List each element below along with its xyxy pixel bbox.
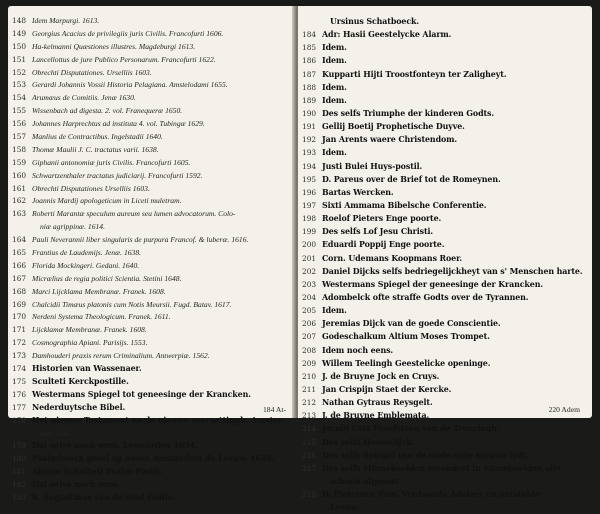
entry-number: 167 xyxy=(12,273,27,283)
catalog-entry xyxy=(302,133,588,146)
entry-title: Sixti Ammama Bibelsche Conferentie. xyxy=(322,200,487,210)
entry-number: 187 xyxy=(302,69,317,79)
entry-title: Idem. xyxy=(322,43,347,53)
entry-number: 210 xyxy=(302,371,317,381)
entry-title: Obrechti Disputationes Urselliis 1603. xyxy=(32,183,150,193)
entry-title: J. de Bruyne Emblemata. xyxy=(322,411,430,421)
catalog-entry xyxy=(12,28,292,41)
entry-number: 165 xyxy=(12,248,27,258)
entry-title: Florida Mockingeri. Gedani. 1640. xyxy=(32,260,140,270)
entry-number: 171 xyxy=(12,325,27,335)
catalog-entry xyxy=(12,363,292,376)
catalog-entry xyxy=(12,492,292,505)
entry-title: Idem. xyxy=(322,82,347,92)
entry-number: 185 xyxy=(302,43,317,53)
entry-number: 176 xyxy=(12,389,27,399)
catalog-entry xyxy=(302,160,588,173)
entry-title: Ha-kelmanni Quæstiones illustres. Magdeburgi 1613. xyxy=(32,41,196,51)
entry-title: niæ agrippinæ. 1614. xyxy=(40,222,105,232)
catalog-entry xyxy=(302,68,588,81)
entry-number: 195 xyxy=(302,174,317,184)
entry-title: Manlius de Contractibus. Ingelstadii 1640. xyxy=(32,132,163,142)
entry-number: 201 xyxy=(302,253,317,263)
catalog-entry xyxy=(302,120,588,133)
catalog-entry xyxy=(12,221,292,234)
entry-title: Godeschalkum Altium Moses Trompet. xyxy=(322,332,490,342)
entry-title: Westermans Spiegel tot geneesinge der Krancken. xyxy=(32,389,251,399)
entry-title: Idem. xyxy=(322,56,347,66)
catalog-entry xyxy=(302,475,588,488)
catalog-entry xyxy=(12,337,292,350)
catalog-entry xyxy=(12,402,292,415)
catalog-entry xyxy=(302,304,588,317)
entry-title: Cosmographia Apiani. Parisijs. 1553. xyxy=(32,338,148,348)
entry-title: Marci Lijcklama Membranæ. Franek. 1608. xyxy=(32,286,166,296)
entry-number: 174 xyxy=(12,364,27,374)
right-page xyxy=(298,6,592,513)
catalog-entry xyxy=(302,357,588,370)
catalog-entry xyxy=(302,146,588,159)
entry-title: Roberti Marantæ speculum aureum seu lumen advocatorum. Colo- xyxy=(32,209,236,219)
entry-title: dam 1645. xyxy=(40,428,73,438)
entry-title: Corn. Udemans Koopmans Roer. xyxy=(322,253,463,263)
entry-title: Des selfs Minnebeelden verandert in Sinnebeelden alle xyxy=(322,463,561,473)
entry-title: Idem. xyxy=(322,306,347,316)
entry-number: 202 xyxy=(302,266,317,276)
entry-title: Jan Arents waere Christendom. xyxy=(322,135,458,145)
catalog-entry xyxy=(302,54,588,67)
entry-title: Lijcklamæ Membranæ. Franek. 1608. xyxy=(32,325,147,335)
entry-number: 178 xyxy=(12,415,27,425)
entry-title: Jan Crispijn Staet der Kercke. xyxy=(322,384,452,394)
catalog-entry xyxy=(12,183,292,196)
entry-title: Idem noch eens. xyxy=(322,345,394,355)
entry-title: Bartas Wercken. xyxy=(322,187,394,197)
catalog-entry xyxy=(12,247,292,260)
entry-number: 158 xyxy=(12,144,27,154)
entry-number: 205 xyxy=(302,306,317,316)
catalog-entry xyxy=(12,234,292,247)
entry-title: Schwartzenthaler tractatus judiciarij. Francofurti 1592. xyxy=(32,170,203,180)
catalog-entry xyxy=(302,212,588,225)
entry-number: 186 xyxy=(302,56,317,66)
entry-number: 182 xyxy=(12,480,27,490)
catalog-entry xyxy=(302,265,588,278)
entry-title: Justi Bulei Huys-postil. xyxy=(322,161,423,171)
left-page xyxy=(8,6,296,502)
entry-number: 188 xyxy=(302,82,317,92)
catalog-entry xyxy=(12,350,292,363)
entry-number: 159 xyxy=(12,157,27,167)
entry-title: Georgius Acacius de privilegiis juris Civilis. Francofurti 1606. xyxy=(32,28,224,38)
catalog-entry xyxy=(12,105,292,118)
entry-number: 148 xyxy=(12,16,27,25)
entry-number: 213 xyxy=(302,411,317,421)
catalog-entry xyxy=(12,131,292,144)
entry-number: 161 xyxy=(12,183,27,193)
catalog-entry xyxy=(302,41,588,54)
entry-title: Leeuw. xyxy=(330,503,360,513)
catalog-entry xyxy=(302,278,588,291)
catalog-entry xyxy=(302,409,588,422)
entry-number: 216 xyxy=(302,450,317,460)
entry-number: 183 xyxy=(12,492,27,502)
catalog-entry xyxy=(12,41,292,54)
entry-number: 217 xyxy=(302,463,317,473)
entry-number: 160 xyxy=(12,170,27,180)
entry-number: 150 xyxy=(12,41,27,51)
entry-number: 193 xyxy=(302,148,317,158)
catalog-entry xyxy=(12,170,292,183)
entry-number: 215 xyxy=(302,437,317,447)
right-catchword: 220 Adem xyxy=(548,405,580,414)
entry-number: 180 xyxy=(12,454,27,464)
entry-title: Gerardi Johannis Vossii Historia Pelagiana. Amstelodami 1655. xyxy=(32,80,228,90)
entry-title: Adr: Hasii Geestelycke Alarm. xyxy=(322,30,452,40)
entry-number: 181 xyxy=(12,467,27,477)
entry-title: Jeremias Dijck van de goede Conscientie. xyxy=(322,319,501,329)
entry-number: 169 xyxy=(12,299,27,309)
entry-title: Joannis Mardij apologeticum in Liceti muletram. xyxy=(32,196,182,206)
catalog-entry xyxy=(12,415,292,428)
entry-title: Dat selve noch eens. Leuwarden 1634. xyxy=(32,441,198,451)
catalog-entry xyxy=(12,208,292,221)
entry-number: 200 xyxy=(302,240,317,250)
entry-number: 162 xyxy=(12,196,27,206)
catalog-entry xyxy=(302,252,588,265)
entry-title: Het nieuwe Testament na de nieuwe oversettingh. Amster- xyxy=(32,415,286,425)
entry-number: 154 xyxy=(12,93,27,103)
entry-title: Des selfs Triumphe der kinderen Godts. xyxy=(322,108,495,118)
catalog-entry xyxy=(12,79,292,92)
catalog-entry xyxy=(12,195,292,208)
catalog-entry xyxy=(12,453,292,466)
entry-title: Willem Teelingh Geestelicke openinge. xyxy=(322,358,491,368)
entry-number: 211 xyxy=(302,384,317,394)
entry-title: Daniel Dijcks selfs bedriegelijckheyt van s' Menschen harte. xyxy=(322,266,583,276)
entry-title: Damhouderi praxis rerum Criminalium. Antwerpiæ. 1562. xyxy=(32,351,210,361)
entry-number: 173 xyxy=(12,351,27,361)
catalog-entry xyxy=(302,28,588,41)
entry-number: 196 xyxy=(302,187,317,197)
entry-title: Jacobi Cats Proefsteen van de Trouringh. xyxy=(322,424,500,434)
entry-title: Nerdeni Systema Theologicum. Franek. 1611. xyxy=(32,312,171,322)
catalog-entry xyxy=(302,238,588,251)
catalog-entry xyxy=(302,383,588,396)
catalog-entry xyxy=(12,428,292,441)
entry-title: Dat selve noch eens. xyxy=(32,480,121,490)
entry-title: Arumæus de Comitiis. Jenæ 1630. xyxy=(32,93,136,103)
entry-title: Des selfs Houwelijck. xyxy=(322,437,415,447)
entry-title: S. Augustinus van de Stad Godts. xyxy=(32,492,176,502)
catalog-entry xyxy=(12,67,292,80)
entry-number: 212 xyxy=(302,398,317,408)
entry-title: Psalmboeck gesel op noten Amsterdam de Leeuw. 1649. xyxy=(32,454,275,464)
entry-title: Idem. xyxy=(322,95,347,105)
entry-number: 163 xyxy=(12,209,27,219)
entry-title: Chalcidii Timæus platonis cum Notis Meursii. Fugd. Batav. 1617. xyxy=(32,299,232,309)
entry-title: D. Pietersen Pars. Verdwarde Adelaer en ontstelde xyxy=(322,490,540,500)
catalog-entry xyxy=(12,299,292,312)
entry-title: Des selfs Lof Jesu Christi. xyxy=(322,227,434,237)
catalog-entry xyxy=(12,157,292,170)
catalog-entry xyxy=(302,330,588,343)
entry-title: Frantius de Laudemijs. Jenæ. 1638. xyxy=(32,248,142,258)
entry-title: Historien van Wassenaer. xyxy=(32,364,142,374)
catalog-entry xyxy=(12,389,292,402)
catalog-entry xyxy=(302,344,588,357)
catalog-entry xyxy=(12,92,292,105)
entry-title: Sculteti Kerckpostille. xyxy=(32,376,129,386)
catalog-entry xyxy=(302,488,588,501)
entry-number: 189 xyxy=(302,95,317,105)
entry-title: Lancellottus de jure Publico Personarum. Francofurti 1622. xyxy=(32,54,216,64)
catalog-entry xyxy=(12,466,292,479)
left-catchword: 184 At- xyxy=(263,405,286,414)
catalog-entry xyxy=(302,107,588,120)
catalog-entry xyxy=(12,479,292,492)
entry-number: 155 xyxy=(12,106,27,116)
entry-title: Kupparti Hijti Troostfonteyn ter Zaligheyt. xyxy=(322,69,507,79)
entry-title: Obrechti Disputationes. Urselliis 1603. xyxy=(32,67,152,77)
catalog-entry xyxy=(302,436,588,449)
entry-number: 204 xyxy=(302,292,317,302)
entry-title: Giphanii antonomiæ juris Civilis. Francofurti 1605. xyxy=(32,157,191,167)
entry-title: Thomæ Maulii J. C. tractatus varii. 1638. xyxy=(32,144,159,154)
entry-title: Westermans Spiegel der geneesinge der Krancken. xyxy=(322,279,544,289)
catalog-entry xyxy=(302,396,588,409)
entry-number: 199 xyxy=(302,227,317,237)
entry-title: Pauli Neverannii liber singularis de purpura Francof. & luberæ. 1616. xyxy=(32,235,249,245)
catalog-entry xyxy=(12,273,292,286)
entry-number: 218 xyxy=(302,490,317,500)
entry-number: 170 xyxy=(12,312,27,322)
catalog-entry xyxy=(302,291,588,304)
catalog-entry xyxy=(302,94,588,107)
entry-number: 209 xyxy=(302,358,317,368)
entry-number: 164 xyxy=(12,235,27,245)
entry-number: 153 xyxy=(12,80,27,90)
entry-title: Wissenbach ad digesta. 2. vol. Franequeræ 1650. xyxy=(32,106,183,116)
entry-number: 214 xyxy=(302,424,317,434)
entry-number: 197 xyxy=(302,200,317,210)
entry-number: 152 xyxy=(12,67,27,77)
entry-title: Ursinus Schatboeck. xyxy=(330,17,420,26)
entry-number: 203 xyxy=(302,279,317,289)
entry-number: 198 xyxy=(302,214,317,224)
entry-title: Gellij Boetij Prophetische Duyve. xyxy=(322,122,465,132)
entry-number: 190 xyxy=(302,108,317,118)
entry-title: Adombelck ofte straffe Godts over de Tyrannen. xyxy=(322,292,529,302)
entry-number: 184 xyxy=(302,30,317,40)
catalog-entry xyxy=(302,199,588,212)
catalog-entry xyxy=(302,15,588,28)
catalog-entry xyxy=(12,144,292,157)
entry-title: Abram Schulteti Psalm-Postil. xyxy=(32,467,163,477)
catalog-entry xyxy=(12,260,292,273)
entry-number: 206 xyxy=(302,319,317,329)
right-entry-list xyxy=(302,15,588,514)
catalog-entry xyxy=(302,186,588,199)
entry-number: 166 xyxy=(12,260,27,270)
catalog-entry xyxy=(12,311,292,324)
catalog-entry xyxy=(12,118,292,131)
entry-title: schoon afgesset. xyxy=(330,476,402,486)
catalog-entry xyxy=(302,462,588,475)
entry-title: J. de Bruyne Jock en Cruys. xyxy=(322,371,440,381)
catalog-entry xyxy=(302,81,588,94)
entry-number: 175 xyxy=(12,376,27,386)
entry-number: 207 xyxy=(302,332,317,342)
entry-title: D. Pareus over de Brief tot de Romeynen. xyxy=(322,174,501,184)
entry-title: Nederduytsche Bibel. xyxy=(32,402,126,412)
entry-number: 149 xyxy=(12,28,27,38)
entry-number: 179 xyxy=(12,441,27,451)
catalog-entry xyxy=(302,225,588,238)
entry-title: Des selfs Spiegel van de oude ende nieuwe tydt. xyxy=(322,450,529,460)
entry-number: 191 xyxy=(302,122,317,132)
catalog-entry xyxy=(302,317,588,330)
catalog-entry xyxy=(302,501,588,514)
entry-title: Idem. xyxy=(322,148,347,158)
entry-number: 177 xyxy=(12,402,27,412)
catalog-entry xyxy=(302,449,588,462)
entry-number: 208 xyxy=(302,345,317,355)
entry-number: 168 xyxy=(12,286,27,296)
entry-number: 172 xyxy=(12,338,27,348)
entry-number: 156 xyxy=(12,119,27,129)
entry-title: Johannes Harprechtus ad instituta 4. vol. Tubingæ 1629. xyxy=(32,119,205,129)
entry-title: Micrælius de regia politici Scientia. Stetini 1648. xyxy=(32,273,182,283)
entry-number: 151 xyxy=(12,54,27,64)
catalog-entry xyxy=(302,370,588,383)
catalog-entry xyxy=(12,15,292,28)
entry-title: Roelof Pieters Enge poorte. xyxy=(322,214,442,224)
entry-title: Eduardi Poppij Enge poorte. xyxy=(322,240,445,250)
entry-number: 194 xyxy=(302,161,317,171)
entry-title: Idem Marpurgi. 1613. xyxy=(32,16,100,25)
catalog-entry xyxy=(302,173,588,186)
catalog-entry xyxy=(12,324,292,337)
catalog-entry xyxy=(12,376,292,389)
catalog-entry xyxy=(12,440,292,453)
catalog-entry xyxy=(302,422,588,435)
entry-number: 192 xyxy=(302,135,317,145)
entry-title: Nathan Gytraus Reysgelt. xyxy=(322,398,433,408)
entry-number: 157 xyxy=(12,132,27,142)
catalog-entry xyxy=(12,286,292,299)
left-entry-list xyxy=(12,15,292,505)
catalog-entry xyxy=(12,54,292,67)
